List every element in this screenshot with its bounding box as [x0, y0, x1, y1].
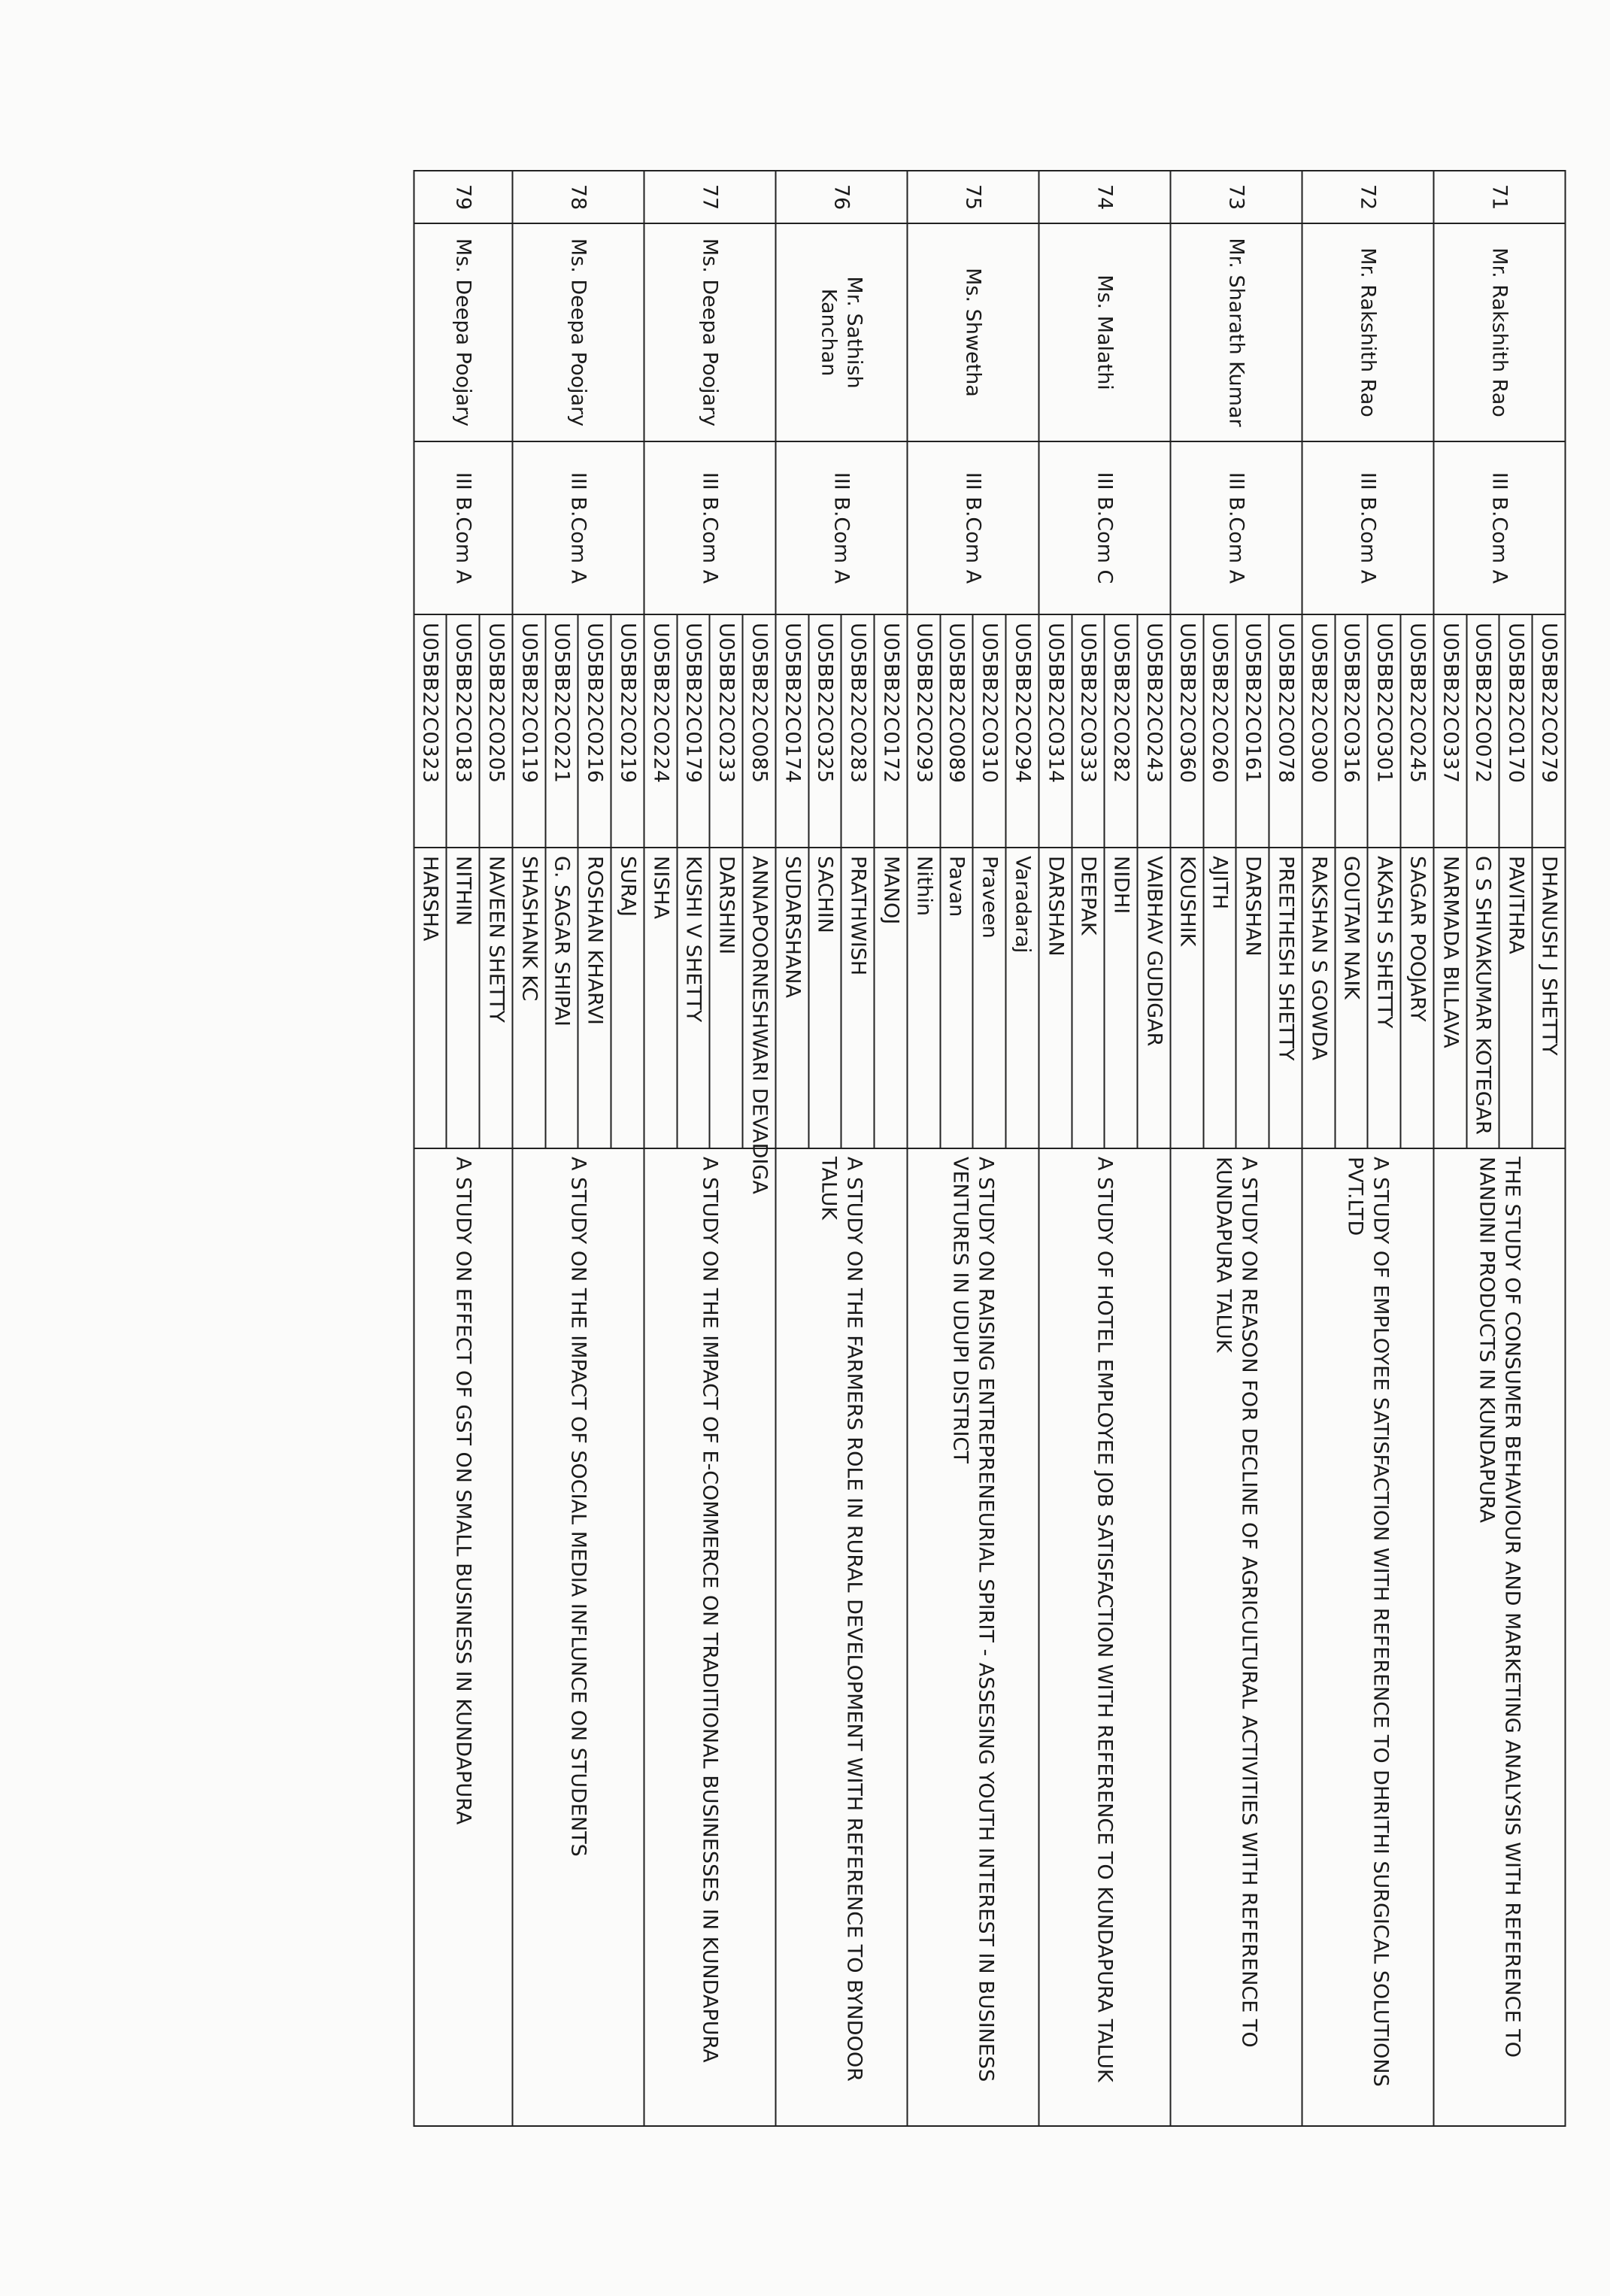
serial-number-cell: 76: [776, 171, 908, 223]
serial-number-cell: 72: [1302, 171, 1434, 223]
student-name-cell: HARSHA: [414, 848, 447, 1148]
class-cell: III B.Com A: [908, 441, 1039, 614]
table-row: [611, 171, 644, 2126]
class-cell: III B.Com A: [513, 441, 644, 614]
serial-number-cell: 79: [414, 171, 512, 223]
register-number-cell: U05BB22C0333: [1072, 614, 1105, 848]
class-cell: III B.Com A: [1302, 441, 1434, 614]
student-name-cell: DHANUSH J SHETTY: [1533, 848, 1566, 1148]
student-name-cell: DARSHAN: [1236, 848, 1269, 1148]
register-number-cell: U05BB22C0325: [808, 614, 841, 848]
project-topic-cell: A STUDY ON EFFECT OF GST ON SMALL BUSINESS IN KUNDAPURA: [414, 1148, 512, 2126]
register-number-cell: U05BB22C0316: [1335, 614, 1368, 848]
table-row: [480, 171, 513, 2126]
student-name-cell: NARMADA BILLAVA: [1434, 848, 1467, 1148]
register-number-cell: U05BB22C0216: [578, 614, 611, 848]
table-row: [1401, 171, 1434, 2126]
project-topic-cell: A STUDY ON THE FARMERS ROLE IN RURAL DEVELOPMENT WITH REFERENCE TO BYNDOOR TALUK: [776, 1148, 908, 2126]
student-name-cell: SURAJ: [611, 848, 644, 1148]
register-number-cell: U05BB22C0314: [1039, 614, 1072, 848]
class-cell: III B.Com C: [1039, 441, 1171, 614]
class-cell: III B.Com A: [1434, 441, 1566, 614]
guide-name-cell: Mr. Rakshith Rao: [1302, 223, 1434, 441]
student-name-cell: ROSHAN KHARVI: [578, 848, 611, 1148]
guide-name-cell: Mr. Sharath Kumar: [1171, 223, 1302, 441]
table-row: [1138, 171, 1171, 2126]
class-cell: III B.Com A: [1171, 441, 1302, 614]
register-number-cell: U05BB22C0337: [1434, 614, 1467, 848]
register-number-cell: U05BB22C0172: [875, 614, 908, 848]
register-number-cell: U05BB22C0260: [1203, 614, 1236, 848]
student-name-cell: SHASHANK KC: [513, 848, 546, 1148]
register-number-cell: U05BB22C0161: [1236, 614, 1269, 848]
project-allocation-table: [413, 170, 1566, 2127]
register-number-cell: U05BB22C0360: [1171, 614, 1204, 848]
student-name-cell: KUSHI V SHETTY: [677, 848, 710, 1148]
table-row: [743, 171, 776, 2126]
register-number-cell: U05BB22C0245: [1401, 614, 1434, 848]
student-name-cell: Nithin: [908, 848, 941, 1148]
serial-number-cell: 77: [644, 171, 776, 223]
register-number-cell: U05BB22C0085: [743, 614, 776, 848]
register-number-cell: U05BB22C0179: [677, 614, 710, 848]
register-number-cell: U05BB22C0219: [611, 614, 644, 848]
student-name-cell: SUDARSHANA: [776, 848, 809, 1148]
student-name-cell: NITHIN: [447, 848, 480, 1148]
register-number-cell: U05BB22C0174: [776, 614, 809, 848]
guide-name-cell: Ms. Deepa Poojary: [644, 223, 776, 441]
guide-name-cell: Mr. Sathish Kanchan: [776, 223, 908, 441]
register-number-cell: U05BB22C0072: [1466, 614, 1499, 848]
register-number-cell: U05BB22C0310: [973, 614, 1006, 848]
student-name-cell: G S SHIVAKUMAR KOTEGAR: [1466, 848, 1499, 1148]
table-row: [875, 171, 908, 2126]
guide-name-cell: Mr. Rakshith Rao: [1434, 223, 1566, 441]
table-row: [1533, 171, 1566, 2126]
guide-name-cell: Ms. Malathi: [1039, 223, 1171, 441]
project-topic-cell: A STUDY ON THE IMPACT OF E-COMMERCE ON TRADITIONAL BUSINESSES IN KUNDAPURA: [644, 1148, 776, 2126]
table-row: [1269, 171, 1302, 2126]
guide-name-cell: Ms. Shwetha: [908, 223, 1039, 441]
register-number-cell: U05BB22C0119: [513, 614, 546, 848]
guide-name-cell: Ms. Deepa Poojary: [513, 223, 644, 441]
student-name-cell: KOUSHIK: [1171, 848, 1204, 1148]
register-number-cell: U05BB22C0221: [545, 614, 578, 848]
register-number-cell: U05BB22C0183: [447, 614, 480, 848]
student-name-cell: PREETHESH SHETTY: [1269, 848, 1302, 1148]
table-row: [1006, 171, 1039, 2126]
student-name-cell: GOUTAM NAIK: [1335, 848, 1368, 1148]
student-name-cell: SACHIN: [808, 848, 841, 1148]
serial-number-cell: 74: [1039, 171, 1171, 223]
project-topic-cell: A STUDY OF EMPLOYEE SATISFACTION WITH REFERENCE TO DHRITHI SURGICAL SOLUTIONS PVT.LTD: [1302, 1148, 1434, 2126]
serial-number-cell: 78: [513, 171, 644, 223]
student-name-cell: SAGAR POOJARY: [1401, 848, 1434, 1148]
register-number-cell: U05BB22C0283: [841, 614, 875, 848]
student-name-cell: NAVEEN SHETTY: [480, 848, 513, 1148]
register-number-cell: U05BB22C0279: [1533, 614, 1566, 848]
register-number-cell: U05BB22C0293: [908, 614, 941, 848]
class-cell: III B.Com A: [644, 441, 776, 614]
guide-name-cell: Ms. Deepa Poojary: [414, 223, 512, 441]
project-topic-cell: THE STUDY OF CONSUMER BEHAVIOUR AND MARKETING ANALYSIS WITH REFERENCE TO NANDINI PRODUCTS IN KUNDAPURA: [1434, 1148, 1566, 2126]
student-name-cell: NIDHI: [1105, 848, 1138, 1148]
register-number-cell: U05BB22C0294: [1006, 614, 1039, 848]
class-cell: III B.Com A: [776, 441, 908, 614]
student-name-cell: Pavan: [940, 848, 973, 1148]
project-topic-cell: A STUDY ON RAISING ENTREPRENEURIAL SPIRIT - ASSESING YOUTH INTEREST IN BUSINESS VENTURES IN UDUPI DISTRICT: [908, 1148, 1039, 2126]
student-name-cell: ANNAPOORNESHWARI DEVADIGA: [743, 848, 776, 1148]
register-number-cell: U05BB22C0323: [414, 614, 447, 848]
register-number-cell: U05BB22C0089: [940, 614, 973, 848]
register-number-cell: U05BB22C0300: [1302, 614, 1336, 848]
student-name-cell: DEEPAK: [1072, 848, 1105, 1148]
register-number-cell: U05BB22C0233: [710, 614, 743, 848]
register-number-cell: U05BB22C0282: [1105, 614, 1138, 848]
register-number-cell: U05BB22C0078: [1269, 614, 1302, 848]
rotated-table-container: [44, 170, 1566, 2125]
student-name-cell: VAIBHAV GUDIGAR: [1138, 848, 1171, 1148]
student-name-cell: RAKSHAN S GOWDA: [1302, 848, 1336, 1148]
register-number-cell: U05BB22C0224: [644, 614, 678, 848]
project-topic-cell: A STUDY ON THE IMPACT OF SOCIAL MEDIA INFLUNCE ON STUDENTS: [513, 1148, 644, 2126]
student-name-cell: PAVITHRA: [1499, 848, 1533, 1148]
student-name-cell: Varadaraj: [1006, 848, 1039, 1148]
student-name-cell: PRATHWISH: [841, 848, 875, 1148]
student-name-cell: AJITH: [1203, 848, 1236, 1148]
serial-number-cell: 71: [1434, 171, 1566, 223]
serial-number-cell: 75: [908, 171, 1039, 223]
student-name-cell: G. SAGAR SHIPAI: [545, 848, 578, 1148]
register-number-cell: U05BB22C0243: [1138, 614, 1171, 848]
student-name-cell: NISHA: [644, 848, 678, 1148]
register-number-cell: U05BB22C0170: [1499, 614, 1533, 848]
student-name-cell: DARSHAN: [1039, 848, 1072, 1148]
register-number-cell: U05BB22C0205: [480, 614, 513, 848]
project-topic-cell: A STUDY ON REASON FOR DECLINE OF AGRICULTURAL ACTIVITIES WITH REFERENCE TO KUNDAPURA TALUK: [1171, 1148, 1302, 2126]
serial-number-cell: 73: [1171, 171, 1302, 223]
register-number-cell: U05BB22C0301: [1368, 614, 1401, 848]
student-name-cell: Praveen: [973, 848, 1006, 1148]
student-name-cell: MANOJ: [875, 848, 908, 1148]
class-cell: III B.Com A: [414, 441, 512, 614]
table-body: [414, 171, 1565, 2126]
student-name-cell: AKASH S SHETTY: [1368, 848, 1401, 1148]
project-topic-cell: A STUDY OF HOTEL EMPLOYEE JOB SATISFACTION WITH REFERENCE TO KUNDAPURA TALUK: [1039, 1148, 1171, 2126]
student-name-cell: DARSHINI: [710, 848, 743, 1148]
